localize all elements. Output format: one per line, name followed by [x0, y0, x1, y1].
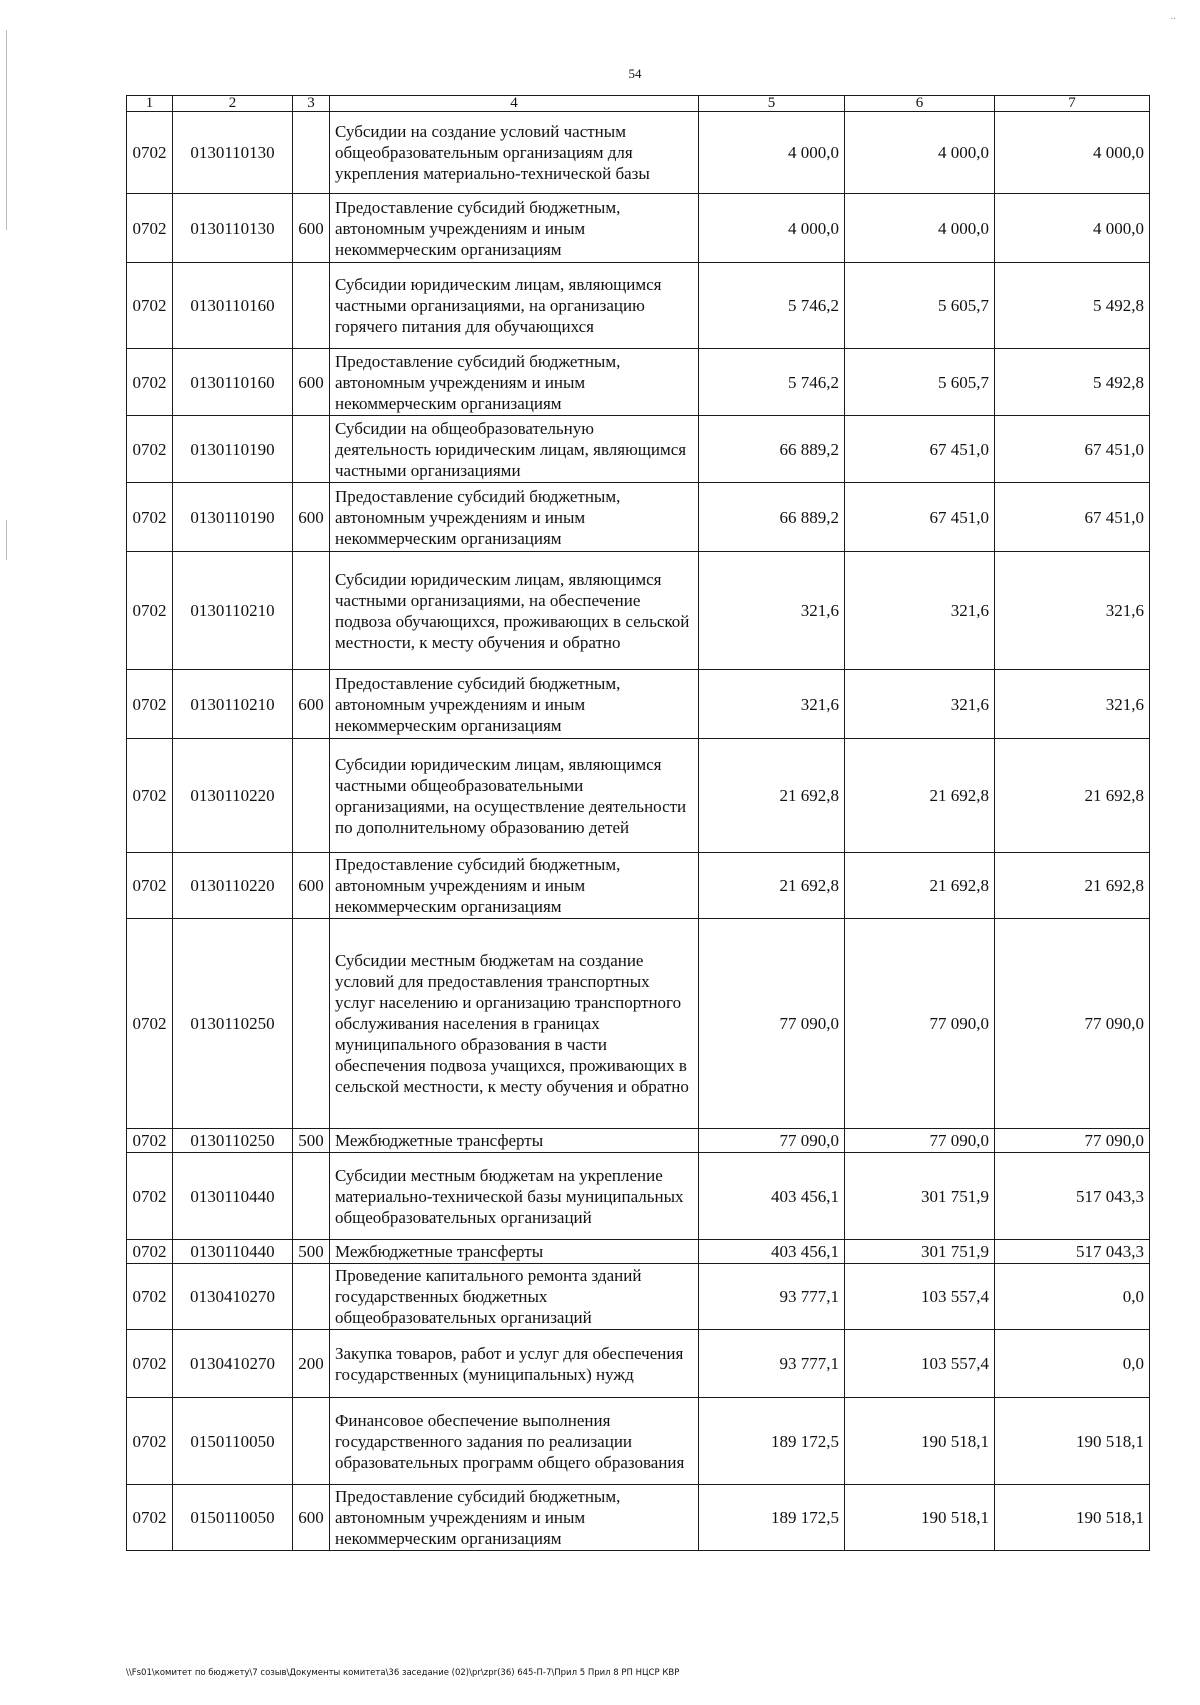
column-number-row [127, 96, 1150, 112]
amount-col7-cell: 5 492,8 [995, 263, 1150, 349]
section-code-cell: 0702 [127, 416, 173, 483]
section-code-cell: 0702 [127, 1240, 173, 1264]
amount-col7-cell: 67 451,0 [995, 483, 1150, 552]
table-row [127, 1330, 1150, 1398]
description-cell: Предоставление субсидий бюджетным, автономным учреждениям и иным некоммерческим организациям [330, 483, 699, 552]
description-cell: Межбюджетные трансферты [330, 1240, 699, 1264]
description-cell: Субсидии юридическим лицам, являющимся частными организациями, на организацию горячего питания для обучающихся [330, 263, 699, 349]
target-article-cell: 0130110250 [173, 919, 293, 1129]
description-cell: Закупка товаров, работ и услуг для обеспечения государственных (муниципальных) нужд [330, 1330, 699, 1398]
expense-type-cell [293, 739, 330, 853]
target-article-cell: 0130110130 [173, 112, 293, 194]
corner-mark: .. [1170, 10, 1176, 22]
column-header: 7 [995, 96, 1150, 112]
column-header: 6 [845, 96, 995, 112]
expense-type-cell [293, 416, 330, 483]
expense-type-cell [293, 112, 330, 194]
amount-col7-cell: 0,0 [995, 1330, 1150, 1398]
description-cell: Субсидии местным бюджетам на укрепление материально-технической базы муниципальных общеобразовательных организаций [330, 1153, 699, 1240]
column-header: 4 [330, 96, 699, 112]
amount-col6-cell: 190 518,1 [845, 1485, 995, 1551]
amount-col6-cell: 21 692,8 [845, 739, 995, 853]
target-article-cell: 0130110440 [173, 1153, 293, 1240]
table-row [127, 670, 1150, 739]
amount-col7-cell: 0,0 [995, 1264, 1150, 1330]
amount-col7-cell: 4 000,0 [995, 112, 1150, 194]
amount-col5-cell: 321,6 [699, 670, 845, 739]
target-article-cell: 0130110190 [173, 416, 293, 483]
amount-col5-cell: 189 172,5 [699, 1398, 845, 1485]
amount-col6-cell: 190 518,1 [845, 1398, 995, 1485]
left-margin-line [6, 520, 7, 560]
amount-col7-cell: 517 043,3 [995, 1153, 1150, 1240]
expense-type-cell: 600 [293, 853, 330, 919]
amount-col6-cell: 21 692,8 [845, 853, 995, 919]
amount-col5-cell: 93 777,1 [699, 1264, 845, 1330]
footer-file-path: \\Fs01\комитет по бюджету\7 созыв\Документы комитета\36 заседание (02)\pr\zpr(36) 645-П-7\Прил 5 Прил 8 РП НЦСР КВР [126, 1668, 680, 1678]
section-code-cell: 0702 [127, 112, 173, 194]
amount-col6-cell: 67 451,0 [845, 483, 995, 552]
amount-col5-cell: 4 000,0 [699, 112, 845, 194]
amount-col5-cell: 21 692,8 [699, 853, 845, 919]
expense-type-cell: 600 [293, 483, 330, 552]
amount-col5-cell: 189 172,5 [699, 1485, 845, 1551]
section-code-cell: 0702 [127, 919, 173, 1129]
section-code-cell: 0702 [127, 552, 173, 670]
table-row [127, 483, 1150, 552]
section-code-cell: 0702 [127, 1398, 173, 1485]
table-row [127, 552, 1150, 670]
budget-table [126, 95, 1150, 1551]
table-row [127, 349, 1150, 416]
column-header: 5 [699, 96, 845, 112]
table-row [127, 263, 1150, 349]
amount-col5-cell: 403 456,1 [699, 1240, 845, 1264]
table-row [127, 1264, 1150, 1330]
expense-type-cell [293, 919, 330, 1129]
table-row [127, 1153, 1150, 1240]
table-row [127, 1485, 1150, 1551]
target-article-cell: 0130110250 [173, 1129, 293, 1153]
amount-col5-cell: 21 692,8 [699, 739, 845, 853]
amount-col6-cell: 321,6 [845, 552, 995, 670]
amount-col5-cell: 5 746,2 [699, 349, 845, 416]
amount-col7-cell: 77 090,0 [995, 1129, 1150, 1153]
amount-col5-cell: 4 000,0 [699, 194, 845, 263]
target-article-cell: 0130110440 [173, 1240, 293, 1264]
table-row [127, 416, 1150, 483]
section-code-cell: 0702 [127, 739, 173, 853]
target-article-cell: 0130110190 [173, 483, 293, 552]
table-row [127, 853, 1150, 919]
amount-col6-cell: 77 090,0 [845, 1129, 995, 1153]
amount-col7-cell: 321,6 [995, 670, 1150, 739]
section-code-cell: 0702 [127, 670, 173, 739]
target-article-cell: 0130410270 [173, 1264, 293, 1330]
table-row [127, 194, 1150, 263]
target-article-cell: 0130110210 [173, 552, 293, 670]
target-article-cell: 0150110050 [173, 1398, 293, 1485]
target-article-cell: 0130110160 [173, 349, 293, 416]
section-code-cell: 0702 [127, 1485, 173, 1551]
expense-type-cell [293, 1153, 330, 1240]
amount-col7-cell: 21 692,8 [995, 853, 1150, 919]
expense-type-cell [293, 1398, 330, 1485]
amount-col6-cell: 301 751,9 [845, 1240, 995, 1264]
amount-col5-cell: 66 889,2 [699, 483, 845, 552]
target-article-cell: 0130110210 [173, 670, 293, 739]
amount-col6-cell: 103 557,4 [845, 1330, 995, 1398]
column-header: 1 [127, 96, 173, 112]
description-cell: Предоставление субсидий бюджетным, автономным учреждениям и иным некоммерческим организациям [330, 349, 699, 416]
table-row [127, 739, 1150, 853]
column-header: 2 [173, 96, 293, 112]
description-cell: Субсидии юридическим лицам, являющимся частными организациями, на обеспечение подвоза обучающихся, проживающих в сельской местности, к месту обучения и обратно [330, 552, 699, 670]
expense-type-cell [293, 263, 330, 349]
amount-col7-cell: 5 492,8 [995, 349, 1150, 416]
description-cell: Предоставление субсидий бюджетным, автономным учреждениям и иным некоммерческим организациям [330, 1485, 699, 1551]
amount-col7-cell: 21 692,8 [995, 739, 1150, 853]
description-cell: Предоставление субсидий бюджетным, автономным учреждениям и иным некоммерческим организациям [330, 853, 699, 919]
amount-col7-cell: 77 090,0 [995, 919, 1150, 1129]
table-row [127, 1129, 1150, 1153]
amount-col5-cell: 93 777,1 [699, 1330, 845, 1398]
section-code-cell: 0702 [127, 853, 173, 919]
description-cell: Предоставление субсидий бюджетным, автономным учреждениям и иным некоммерческим организациям [330, 194, 699, 263]
target-article-cell: 0130110160 [173, 263, 293, 349]
amount-col6-cell: 67 451,0 [845, 416, 995, 483]
amount-col6-cell: 5 605,7 [845, 263, 995, 349]
amount-col6-cell: 321,6 [845, 670, 995, 739]
description-cell: Субсидии на общеобразовательную деятельность юридическим лицам, являющимся частными организациями [330, 416, 699, 483]
target-article-cell: 0130110130 [173, 194, 293, 263]
section-code-cell: 0702 [127, 1264, 173, 1330]
table-row [127, 112, 1150, 194]
expense-type-cell: 200 [293, 1330, 330, 1398]
description-cell: Межбюджетные трансферты [330, 1129, 699, 1153]
amount-col7-cell: 517 043,3 [995, 1240, 1150, 1264]
section-code-cell: 0702 [127, 194, 173, 263]
expense-type-cell: 600 [293, 194, 330, 263]
description-cell: Субсидии местным бюджетам на создание условий для предоставления транспортных услуг населению и организацию транспортного обслуживания населения в границах муниципального образования в части обеспечения подвоза учащихся, проживающих в сельской местности, к месту обучения и обратно [330, 919, 699, 1129]
expense-type-cell: 500 [293, 1240, 330, 1264]
expense-type-cell: 600 [293, 1485, 330, 1551]
target-article-cell: 0150110050 [173, 1485, 293, 1551]
target-article-cell: 0130110220 [173, 853, 293, 919]
amount-col6-cell: 103 557,4 [845, 1264, 995, 1330]
amount-col6-cell: 301 751,9 [845, 1153, 995, 1240]
amount-col5-cell: 77 090,0 [699, 919, 845, 1129]
description-cell: Субсидии юридическим лицам, являющимся частными общеобразовательными организациями, на осуществление деятельности по дополнительному образованию детей [330, 739, 699, 853]
amount-col5-cell: 321,6 [699, 552, 845, 670]
section-code-cell: 0702 [127, 263, 173, 349]
amount-col6-cell: 77 090,0 [845, 919, 995, 1129]
amount-col7-cell: 67 451,0 [995, 416, 1150, 483]
left-margin-line [6, 30, 7, 230]
table-row [127, 1398, 1150, 1485]
section-code-cell: 0702 [127, 1330, 173, 1398]
description-cell: Предоставление субсидий бюджетным, автономным учреждениям и иным некоммерческим организациям [330, 670, 699, 739]
target-article-cell: 0130110220 [173, 739, 293, 853]
amount-col6-cell: 4 000,0 [845, 112, 995, 194]
amount-col7-cell: 4 000,0 [995, 194, 1150, 263]
amount-col5-cell: 5 746,2 [699, 263, 845, 349]
section-code-cell: 0702 [127, 1129, 173, 1153]
expense-type-cell [293, 552, 330, 670]
target-article-cell: 0130410270 [173, 1330, 293, 1398]
expense-type-cell: 600 [293, 349, 330, 416]
expense-type-cell: 500 [293, 1129, 330, 1153]
section-code-cell: 0702 [127, 349, 173, 416]
page-number: 54 [628, 66, 642, 81]
description-cell: Финансовое обеспечение выполнения государственного задания по реализации образовательных программ общего образования [330, 1398, 699, 1485]
description-cell: Проведение капитального ремонта зданий государственных бюджетных общеобразовательных организаций [330, 1264, 699, 1330]
amount-col7-cell: 190 518,1 [995, 1398, 1150, 1485]
table-row [127, 1240, 1150, 1264]
description-cell: Субсидии на создание условий частным общеобразовательным организациям для укрепления материально-технической базы [330, 112, 699, 194]
table-row [127, 919, 1150, 1129]
section-code-cell: 0702 [127, 483, 173, 552]
amount-col5-cell: 403 456,1 [699, 1153, 845, 1240]
amount-col7-cell: 321,6 [995, 552, 1150, 670]
amount-col6-cell: 4 000,0 [845, 194, 995, 263]
expense-type-cell [293, 1264, 330, 1330]
expense-type-cell: 600 [293, 670, 330, 739]
section-code-cell: 0702 [127, 1153, 173, 1240]
amount-col5-cell: 66 889,2 [699, 416, 845, 483]
amount-col6-cell: 5 605,7 [845, 349, 995, 416]
amount-col7-cell: 190 518,1 [995, 1485, 1150, 1551]
table-body [127, 112, 1150, 1551]
amount-col5-cell: 77 090,0 [699, 1129, 845, 1153]
column-header: 3 [293, 96, 330, 112]
